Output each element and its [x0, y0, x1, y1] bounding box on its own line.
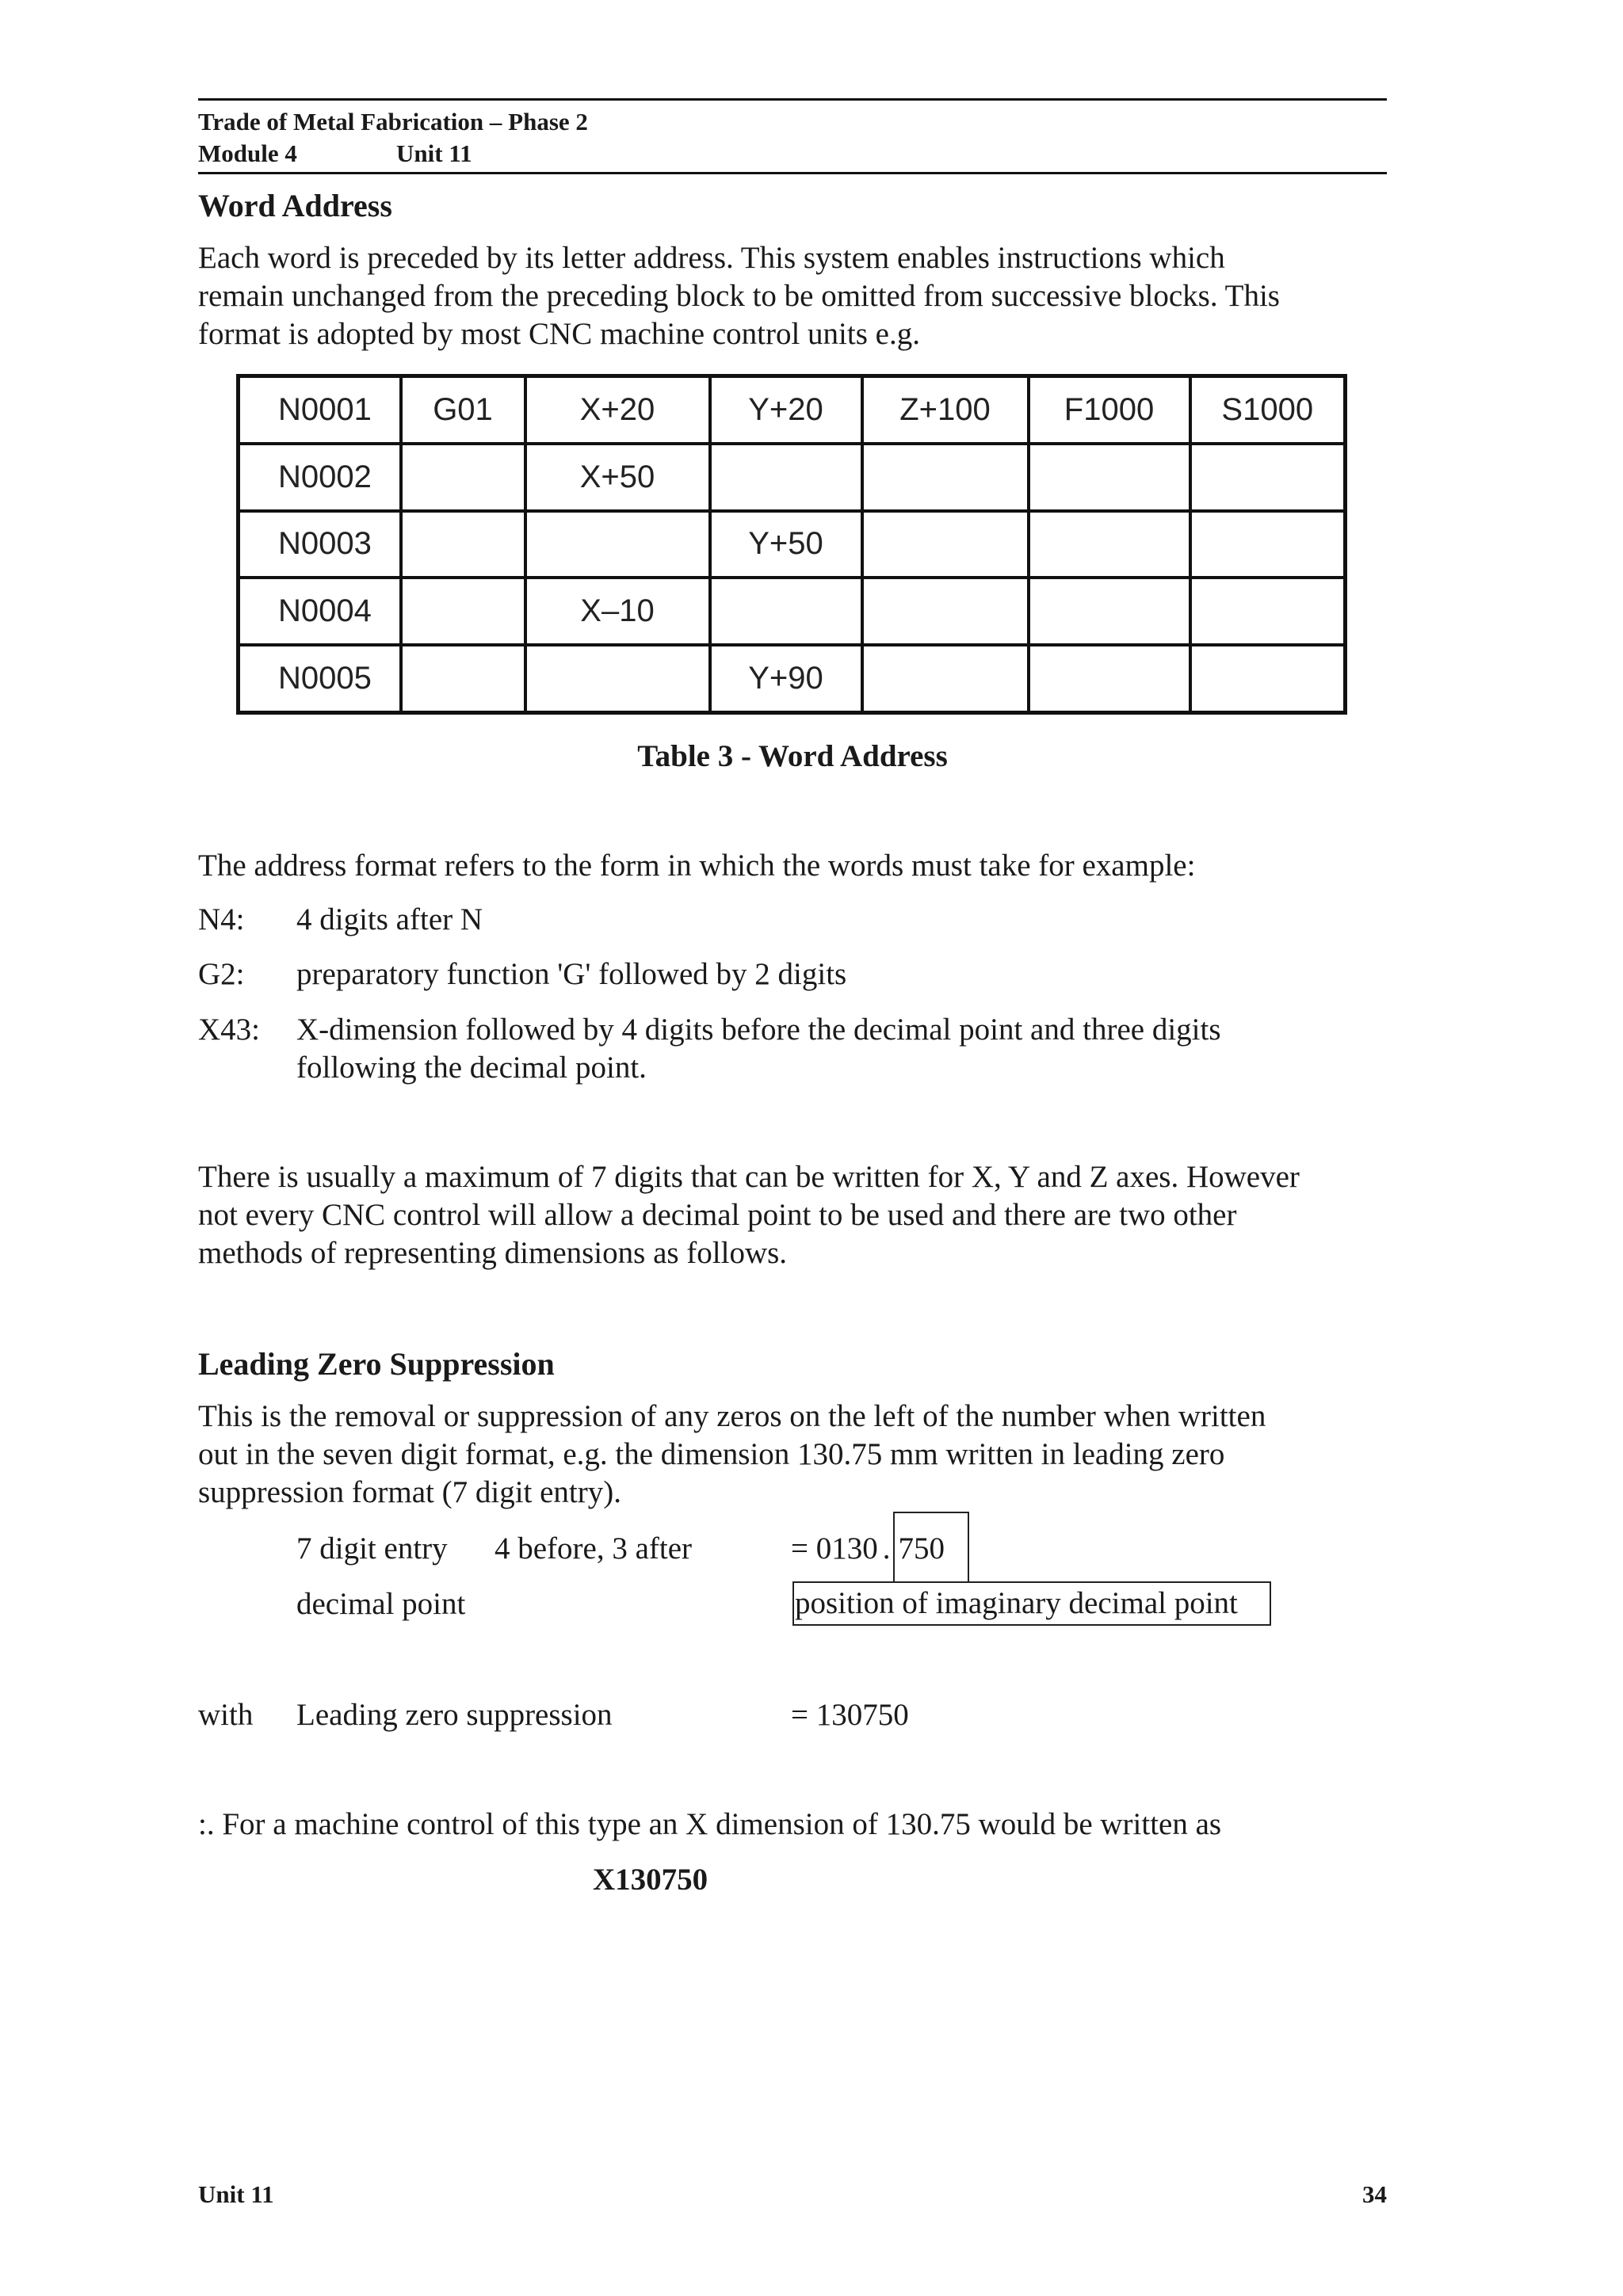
format-description: X-dimension followed by 4 digits before the decimal point and three digits — [296, 1013, 1221, 1047]
section1-paragraph — [198, 239, 1395, 353]
table-caption: Table 3 - Word Address — [637, 739, 948, 773]
paragraph-line: Each word is preceded by its letter address. This system enables instructions which — [198, 241, 1225, 275]
entry-value-suffix: 750 — [898, 1531, 945, 1566]
table-cell: X+50 — [525, 444, 710, 511]
entry-value-dot: . — [882, 1531, 891, 1566]
table-cell: Y+20 — [710, 376, 862, 444]
paragraph-line: not every CNC control will allow a decimal point to be used and there are two other — [198, 1198, 1237, 1232]
table-cell — [1190, 645, 1346, 712]
table-row — [239, 444, 1346, 511]
table-cell — [862, 511, 1029, 578]
page-number: 34 — [1362, 2180, 1387, 2208]
table-cell — [1029, 645, 1190, 712]
table-cell: N0005 — [239, 645, 401, 712]
table-row — [239, 511, 1346, 578]
digits-paragraph — [198, 1158, 1395, 1272]
table-cell — [401, 444, 525, 511]
format-description: following the decimal point. — [296, 1051, 647, 1085]
section-heading-leading-zero: Leading Zero Suppression — [198, 1346, 555, 1382]
table-cell — [862, 444, 1029, 511]
table-cell — [401, 578, 525, 645]
paragraph-line: This is the removal or suppression of any zeros on the left of the number when written — [198, 1399, 1266, 1433]
entry-label: 7 digit entry — [296, 1531, 448, 1566]
table-cell — [1029, 511, 1190, 578]
table-cell: N0003 — [239, 511, 401, 578]
header-top-rule — [198, 98, 1387, 101]
entry-label-decimal: decimal point — [296, 1587, 466, 1621]
header-module: Module 4 — [198, 139, 297, 167]
entry-split: 4 before, 3 after — [495, 1531, 693, 1566]
table-cell — [1190, 444, 1346, 511]
paragraph-line: format is adopted by most CNC machine control units e.g. — [198, 317, 920, 351]
entry-value-prefix: = 0130 — [791, 1531, 878, 1566]
table-cell: Z+100 — [862, 376, 1029, 444]
header-title: Trade of Metal Fabrication – Phase 2 — [198, 108, 588, 135]
table-cell — [1190, 511, 1346, 578]
table-cell: Y+90 — [710, 645, 862, 712]
table-cell: X+20 — [525, 376, 710, 444]
table-cell — [1029, 444, 1190, 511]
lzs-label: Leading zero suppression — [296, 1698, 613, 1732]
format-code: G2: — [198, 957, 245, 991]
section2-paragraph — [198, 1398, 1395, 1512]
section-heading-word-address: Word Address — [198, 188, 392, 223]
table-cell — [401, 511, 525, 578]
table-row — [239, 645, 1346, 712]
table-cell: N0001 — [239, 376, 401, 444]
lzs-value: = 130750 — [791, 1698, 909, 1732]
format-description: preparatory function 'G' followed by 2 digits — [296, 957, 847, 991]
address-format-intro: The address format refers to the form in which the words must take for example: — [198, 849, 1196, 883]
paragraph-line: remain unchanged from the preceding block to be omitted from successive blocks. This — [198, 279, 1280, 313]
table-cell — [710, 578, 862, 645]
paragraph-line: methods of representing dimensions as follows. — [198, 1236, 788, 1270]
table-cell: N0002 — [239, 444, 401, 511]
table-cell: Y+50 — [710, 511, 862, 578]
word-address-table — [236, 374, 1347, 715]
header-unit: Unit 11 — [396, 139, 472, 167]
table-row — [239, 578, 1346, 645]
paragraph-line: out in the seven digit format, e.g. the dimension 130.75 mm written in leading zero — [198, 1437, 1225, 1471]
table-cell: F1000 — [1029, 376, 1190, 444]
conclusion: :. For a machine control of this type an X dimension of 130.75 would be written as — [198, 1807, 1222, 1841]
header-bottom-rule — [198, 172, 1387, 174]
table-cell: X–10 — [525, 578, 710, 645]
imaginary-point-label: position of imaginary decimal point — [795, 1586, 1238, 1620]
table-cell: N0004 — [239, 578, 401, 645]
table-cell — [862, 578, 1029, 645]
decimal-bracket — [893, 1512, 969, 1581]
result-value: X130750 — [593, 1863, 708, 1897]
table-cell — [1029, 578, 1190, 645]
paragraph-line: There is usually a maximum of 7 digits that can be written for X, Y and Z axes. However — [198, 1160, 1300, 1194]
table-cell: S1000 — [1190, 376, 1346, 444]
table-cell — [1190, 578, 1346, 645]
table-cell — [525, 645, 710, 712]
table-row — [239, 376, 1346, 444]
paragraph-line: suppression format (7 digit entry). — [198, 1475, 621, 1509]
footer-unit: Unit 11 — [198, 2180, 274, 2208]
table-cell — [710, 444, 862, 511]
table-cell — [525, 511, 710, 578]
table-cell — [401, 645, 525, 712]
format-code: X43: — [198, 1013, 260, 1047]
table-cell: G01 — [401, 376, 525, 444]
format-description: 4 digits after N — [296, 902, 483, 936]
table-cell — [862, 645, 1029, 712]
with-label: with — [198, 1698, 254, 1732]
format-code: N4: — [198, 902, 245, 936]
